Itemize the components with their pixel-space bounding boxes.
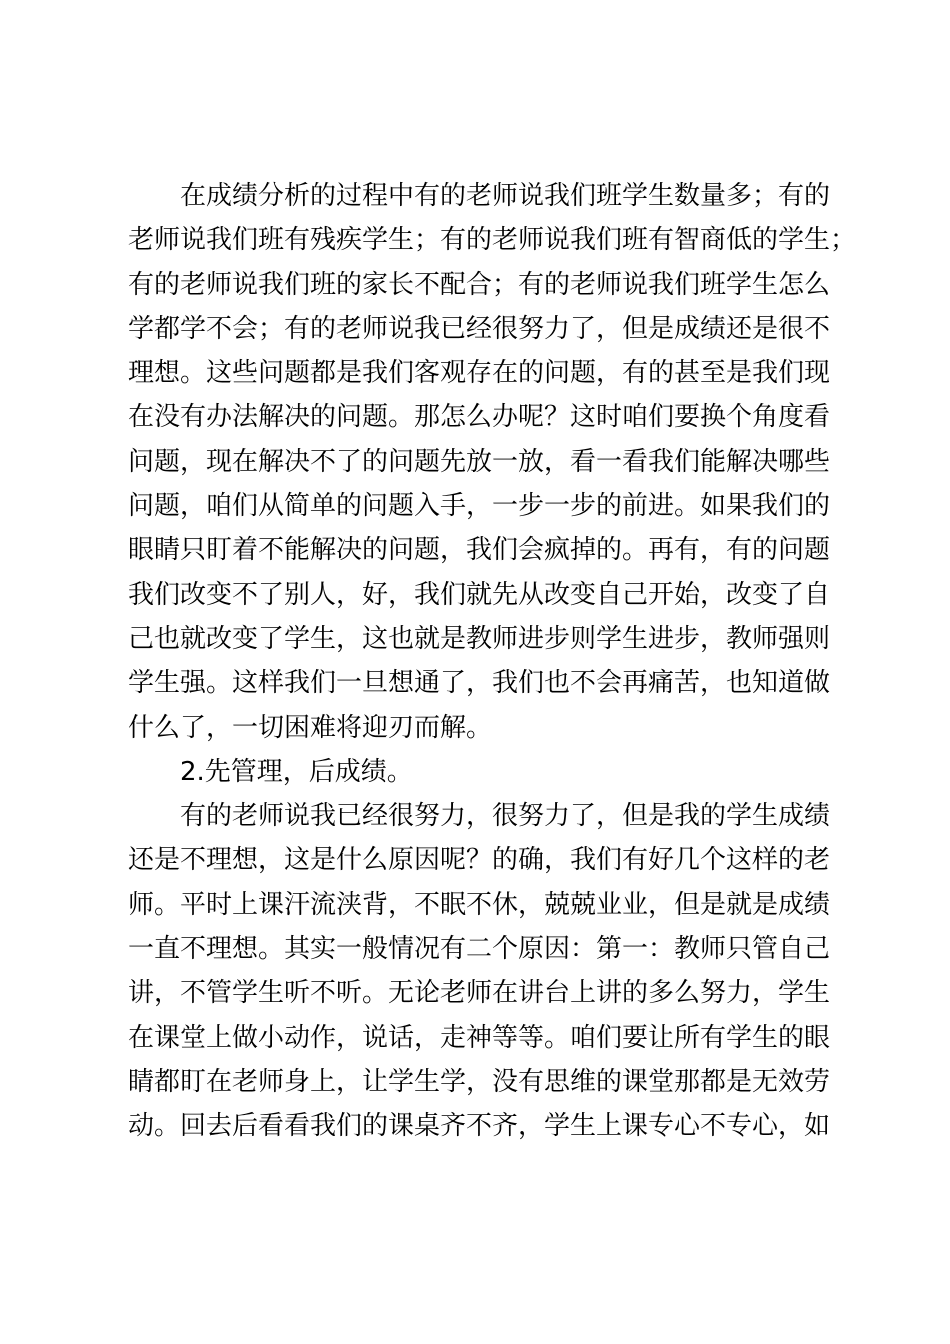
paragraph-line: 在没有办法解决的问题。那怎么办呢？这时咱们要换个角度看 — [128, 402, 831, 433]
paragraph-line: 在成绩分析的过程中有的老师说我们班学生数量多；有的 — [180, 181, 831, 211]
paragraph-line: 师。平时上课汗流浃背，不眠不休，兢兢业业，但是就是成绩 — [128, 889, 831, 920]
paragraph-line: 在课堂上做小动作，说话，走神等等。咱们要让所有学生的眼 — [128, 1022, 831, 1053]
paragraph-line: 老师说我们班有残疾学生；有的老师说我们班有智商低的学生； — [128, 225, 857, 256]
paragraph-line: 学生强。这样我们一旦想通了，我们也不会再痛苦，也知道做 — [128, 668, 831, 699]
paragraph-line: 己也就改变了学生，这也就是教师进步则学生进步，教师强则 — [128, 623, 831, 654]
paragraph-line: 理想。这些问题都是我们客观存在的问题，有的甚至是我们现 — [128, 358, 831, 389]
paragraph-line: 学都学不会；有的老师说我已经很努力了，但是成绩还是很不 — [128, 313, 831, 344]
paragraph-line: 有的老师说我已经很努力，很努力了，但是我的学生成绩 — [180, 801, 831, 832]
paragraph-line: 眼睛只盯着不能解决的问题，我们会疯掉的。再有，有的问题 — [128, 535, 831, 566]
body-text — [128, 174, 857, 1149]
paragraph-line: 睛都盯在老师身上，让学生学，没有思维的课堂那都是无效劳 — [128, 1066, 831, 1097]
paragraph-line: 问题，咱们从简单的问题入手，一步一步的前进。如果我们的 — [128, 491, 831, 522]
paragraph-line: 讲，不管学生听不听。无论老师在讲台上讲的多么努力，学生 — [128, 978, 831, 1009]
paragraph-line: 还是不理想，这是什么原因呢？的确，我们有好几个这样的老 — [128, 845, 831, 876]
paragraph-line: 一直不理想。其实一般情况有二个原因：第一：教师只管自己 — [128, 934, 831, 965]
paragraph-line: 有的老师说我们班的家长不配合；有的老师说我们班学生怎么 — [128, 269, 831, 300]
section-heading: 2.先管理，后成绩。 — [180, 756, 413, 787]
paragraph-line: 动。回去后看看我们的课桌齐不齐，学生上课专心不专心，如 — [128, 1111, 831, 1142]
paragraph-line: 什么了，一切困难将迎刃而解。 — [128, 712, 493, 743]
paragraph-line: 我们改变不了别人，好，我们就先从改变自己开始，改变了自 — [128, 579, 831, 610]
paragraph-line: 问题，现在解决不了的问题先放一放，看一看我们能解决哪些 — [128, 446, 831, 477]
